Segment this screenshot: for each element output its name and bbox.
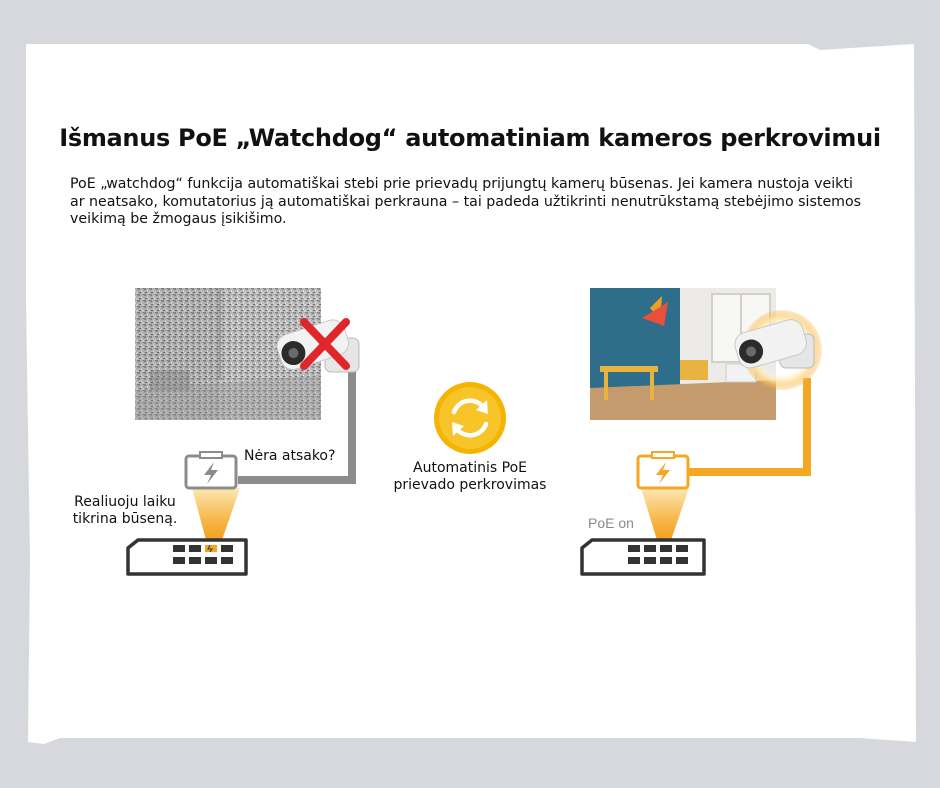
realtime-line-1: Realiuoju laiku bbox=[74, 494, 176, 510]
switch-icon bbox=[582, 540, 704, 574]
bolt-icon bbox=[638, 452, 688, 488]
auto-restart-line-2: prievado perkrovimas bbox=[393, 477, 547, 493]
poe-on-label: PoE on bbox=[588, 515, 634, 531]
no-response-label: Nėra atsako? bbox=[244, 448, 336, 464]
realtime-line-2: tikrina būseną. bbox=[72, 511, 178, 527]
page-title: Išmanus PoE „Watchdog“ automatiniam kameros perkrovimui bbox=[59, 124, 881, 152]
signal-beam bbox=[641, 488, 689, 540]
auto-restart-label bbox=[370, 460, 570, 494]
description: PoE „watchdog“ funkcija automatiškai stebi prie prievadų prijungtų kamerų būsenas. Jei kamera nustoja veikti ar neatsako, komutatorius ją automatiškai perkrauna – tai padeda užtikrinti nenutrūkstamą stebėjimo sistemos veikimą be žmogaus įsikišimo. bbox=[70, 176, 862, 227]
realtime-check-label bbox=[60, 494, 190, 528]
auto-restart-line-1: Automatinis PoE bbox=[413, 460, 527, 476]
